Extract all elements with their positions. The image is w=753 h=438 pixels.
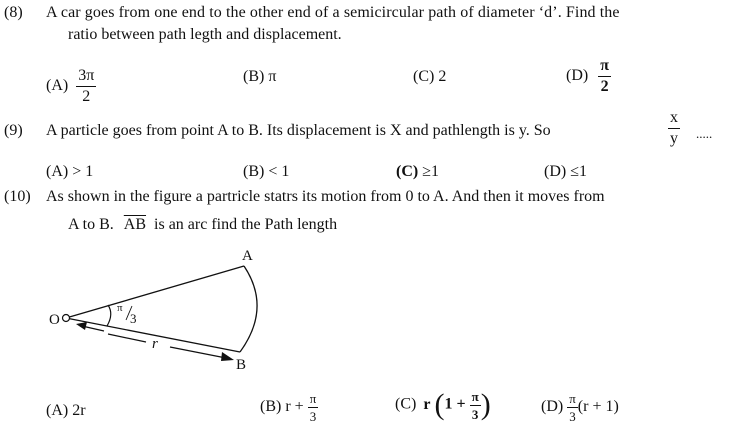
q10-option-d-denominator: 3 (569, 409, 576, 424)
q10-option-d (541, 392, 619, 423)
q10-number: (10) (4, 188, 31, 205)
q8-option-d-denominator: 2 (600, 78, 609, 95)
q8-option-d-fraction (598, 58, 611, 95)
q10-option-c-r: r (423, 395, 431, 413)
angle-arc (107, 305, 111, 326)
q8-option-c-value: 2 (438, 68, 447, 85)
q9-fraction (668, 110, 680, 147)
q10-option-d-post: (r + 1) (577, 398, 619, 416)
q10-option-c-open-paren: ( (434, 388, 445, 421)
q10-text-line1: As shown in the figure a partricle statrs its motion from 0 to A. And then it moves from (46, 188, 605, 205)
label-b: B (236, 357, 247, 373)
q9-option-c-value: ≥1 (422, 163, 439, 180)
q8-option-c-label: (C) (413, 68, 435, 85)
q8-option-b-value: π (268, 68, 277, 85)
q10-option-a-label: (A) (46, 402, 69, 419)
q9-text: A particle goes from point A to B. Its displacement is X and pathlength is y. So (46, 122, 551, 139)
radius-arrow-head (221, 352, 234, 361)
q10-option-c-one: 1 + (444, 395, 466, 413)
q9-ratio-numerator: x (668, 110, 680, 129)
q10-option-c-label: (C) (395, 395, 417, 413)
q10-option-d-label: (D) (541, 398, 564, 416)
label-o: O (49, 312, 60, 328)
q9-dots: ..... (696, 126, 713, 141)
q8-text-line2: ratio between path legth and displacement. (68, 26, 342, 43)
radius-arrow-left (108, 334, 146, 342)
q9-option-d (544, 163, 587, 181)
q9-option-d-value: ≤1 (570, 163, 587, 180)
q8-option-a (46, 68, 96, 105)
q8-option-a-numerator: 3π (76, 68, 96, 87)
q10-option-a (46, 402, 86, 420)
q9-ratio-denominator: y (670, 130, 678, 147)
q10-option-b-fraction (308, 392, 319, 423)
q8-option-c (413, 68, 446, 86)
q10-arc-name: $\overline{AB}$ (123, 216, 147, 233)
q10-option-a-value: 2r (72, 402, 86, 419)
q8-number: (8) (4, 4, 23, 21)
q10-option-c-fraction (470, 390, 481, 421)
q10-option-b-numerator: π (309, 391, 317, 406)
q8-option-b-label: (B) (243, 68, 265, 85)
q10-option-c-close-paren: ) (480, 388, 491, 421)
sector-figure (0, 244, 300, 380)
q9-ratio (668, 110, 680, 147)
q9-option-d-label: (D) (544, 163, 567, 180)
q10-option-d-fraction (567, 392, 578, 423)
inner-line-arrow (76, 322, 87, 330)
angle-den: 3 (130, 311, 137, 326)
q10-text-post: is an arc find the Path length (154, 216, 338, 233)
q8-option-a-label: (A) (46, 77, 69, 95)
q10-option-b-denominator: 3 (309, 409, 317, 424)
q9-option-a-label: (A) (46, 163, 69, 180)
q10-option-b-pre: r + (285, 398, 304, 416)
label-a: A (242, 248, 253, 264)
q10-option-b-label: (B) (260, 398, 282, 416)
radius-oa (66, 266, 244, 318)
q9-number: (9) (4, 122, 23, 139)
q10-option-c-numerator: π (471, 388, 479, 404)
q9-option-c (396, 163, 439, 181)
q9-option-b-value: < 1 (268, 163, 290, 180)
q8-option-d (566, 58, 611, 95)
radius-arrow-right (170, 347, 226, 358)
q8-option-b (243, 68, 276, 86)
q10-option-c-denominator: 3 (471, 406, 479, 422)
q10-text-line2 (68, 216, 337, 234)
angle-num: π (117, 302, 123, 314)
q8-option-a-denominator: 2 (82, 88, 91, 105)
q9-option-c-label: (C) (396, 163, 419, 180)
arc-ab (240, 266, 257, 352)
q9-option-a-value: > 1 (72, 163, 94, 180)
radius-label: r (152, 336, 158, 352)
q8-option-a-fraction (76, 68, 96, 105)
q8-option-d-numerator: π (598, 58, 611, 77)
q9-option-b-label: (B) (243, 163, 265, 180)
q10-option-d-numerator: π (569, 391, 576, 406)
q9-option-a (46, 163, 93, 181)
q10-option-b (260, 392, 318, 423)
q10-text-pre: A to B. (68, 216, 114, 233)
origin-point (63, 315, 70, 322)
q8-text-line1: A car goes from one end to the other end of a semicircular path of diameter ‘d’. Find the (46, 4, 620, 21)
q9-option-b (243, 163, 289, 181)
q8-option-d-label: (D) (566, 67, 589, 85)
q10-option-c (395, 388, 491, 422)
